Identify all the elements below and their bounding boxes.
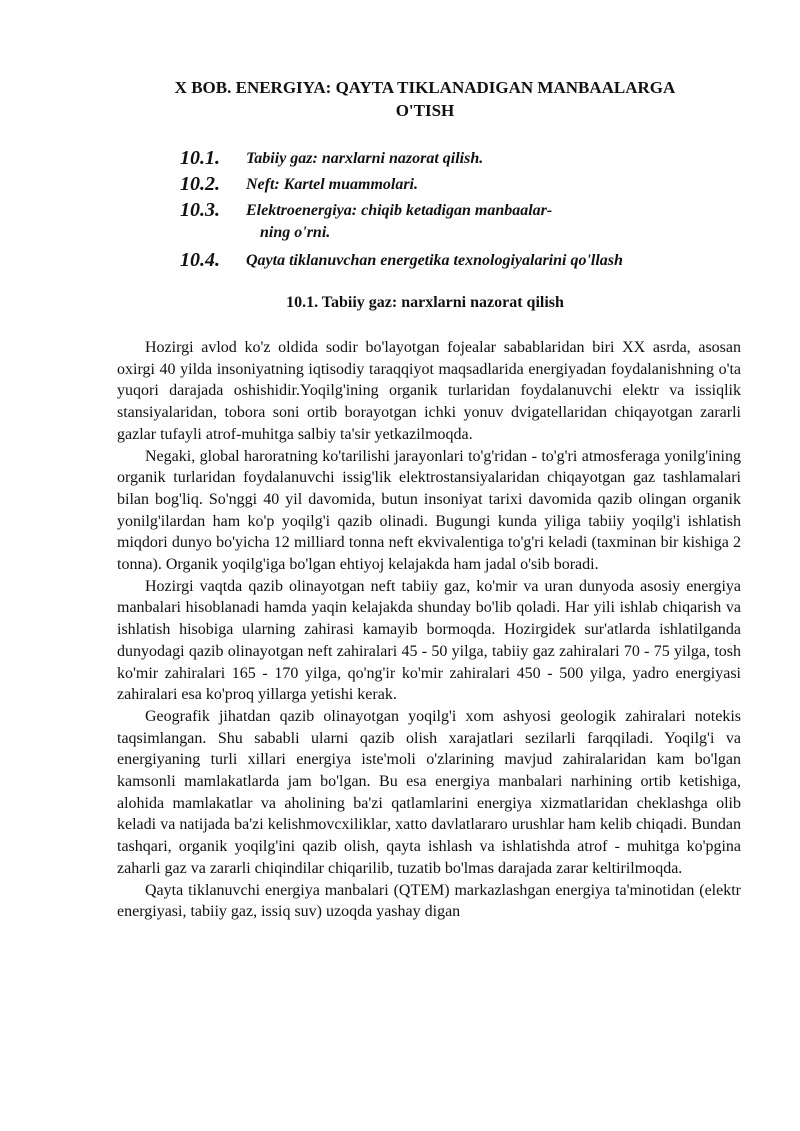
chapter-title-line-2: O'TISH <box>395 101 455 120</box>
toc-item-number: 10.2. <box>180 173 220 195</box>
toc-item-continuation: ning o'rni. <box>260 224 331 241</box>
table-of-contents <box>180 146 740 274</box>
toc-item-number: 10.4. <box>180 249 220 271</box>
toc-item-text: Qayta tiklanuvchan energetika texnologiyalarini qo'llash <box>246 252 623 269</box>
toc-item <box>180 172 740 198</box>
paragraph: Hozirgi vaqtda qazib olinayotgan neft tabiiy gaz, ko'mir va uran dunyoda asosiy energiya manbalari hisoblanadi hamda yaqin kelajakda shunday bo'lib qoladi. Har yili ishlab chiqarish va ishlatish hisobiga ularning zahirasi kamayib bormoqda. Hozirgidek sur'atlarda ishlatilganda dunyodagi qazib olinayotgan neft zahiralari 45 - 50 yilga, tabiiy gaz zahiralari 70 - 75 yilga, tosh ko'mir zahiralari 165 - 170 yilga, qo'ng'ir ko'mir zahiralari 450 - 500 yilga, yadro energiyasi zahiralari esa ko'proq yillarga yetishi kerak. <box>117 577 741 704</box>
toc-item-text: Elektroenergiya: chiqib ketadigan manbaalar- <box>246 202 553 219</box>
toc-item-number: 10.1. <box>180 147 220 169</box>
paragraph: Geografik jihatdan qazib olinayotgan yoqilg'i xom ashyosi geologik zahiralari notekis taqsimlangan. Shu sababli ularni qazib olish xarajatlari sezilarli farqqiladi. Yoqilg'i va energiyaning turli xillari energiya iste'moli o'zlarining mavjud zahiralaridan kam bo'lgan kamsonli mamlakatlarda jam bo'lgan. Bu esa energiya manbalari narhining ortib ketishiga, alohida mamlakatlar va aholining ba'zi qatlamlarini energiya xizmatlaridan cheklashga olib keladi va natijada ba'zi kelishmovcxiliklar, xatto davlatlararo urushlar ham kelib chiqadi. Bundan tashqari, organik yoqilg'ini qazib olish, qayta ishlash va ishlatishda atrof - muhitga ko'pgina zaharli gaz va zararli chiqindilar chiqarilib, tuzatib bo'lmas darajada zarar keltirilmoqda. <box>117 707 741 877</box>
paragraph: Qayta tiklanuvchi energiya manbalari (QTEM) markazlashgan energiya ta'minotidan (elektr energiyasi, tabiiy gaz, issiq suv) uzoqda yashay digan <box>117 881 741 921</box>
toc-item-number: 10.3. <box>180 199 220 221</box>
chapter-title <box>120 76 730 122</box>
toc-item <box>180 198 740 248</box>
paragraph: Hozirgi avlod ko'z oldida sodir bo'layotgan fojealar sabablaridan biri XX asrda, asosan oxirgi 40 yilda insoniyatning iqtisodiy taraqqiyot maqsadlarida energiyadan foydalanishning o'ta yuqori darajada oshishidir.Yoqilg'ining organik turlaridan foydalanuvchi elektr va issiqlik stansiyalaridan, tobora soni ortib borayotgan ichki yonuv dvigatellaridan chiqayotgan zararli gazlar tufayli atrof-muhitga salbiy ta'sir yetkazilmoqda. <box>117 339 741 443</box>
chapter-title-line-1: X BOB. ENERGIYA: QAYTA TIKLANADIGAN MANBAALARGA <box>174 78 676 97</box>
toc-item <box>180 248 740 274</box>
toc-item <box>180 146 740 172</box>
toc-item-text: Neft: Kartel muammolari. <box>246 176 418 193</box>
section-title: 10.1. Tabiiy gaz: narxlarni nazorat qilish <box>286 294 564 311</box>
toc-item-text: Tabiiy gaz: narxlarni nazorat qilish. <box>246 150 484 167</box>
paragraph: Negaki, global haroratning ko'tarilishi jarayonlari to'g'ridan - to'g'ri atmosferaga yonilg'ining organik turlaridan foydalanuvchi issig'lik elektrostansiyalaridan chiqayotgan gaz tashlamalari bilan bog'liq. So'nggi 40 yil davomida, butun insoniyat tarixi davomida qazib olingan organik yonilg'ilardan ham ko'p yoqilg'i qazib olinadi. Bugungi kunda yiliga tabiiy yoqilg'i ishlatish miqdori dunyo bo'yicha 12 milliard tonna neft ekvivalentiga to'g'ri keladi (taxminan bir kishiga 2 tonna). Organik yoqilg'iga bo'lgan ehtiyoj kelajakda ham jadal o'sib boradi. <box>117 447 741 574</box>
body-text <box>117 337 741 923</box>
